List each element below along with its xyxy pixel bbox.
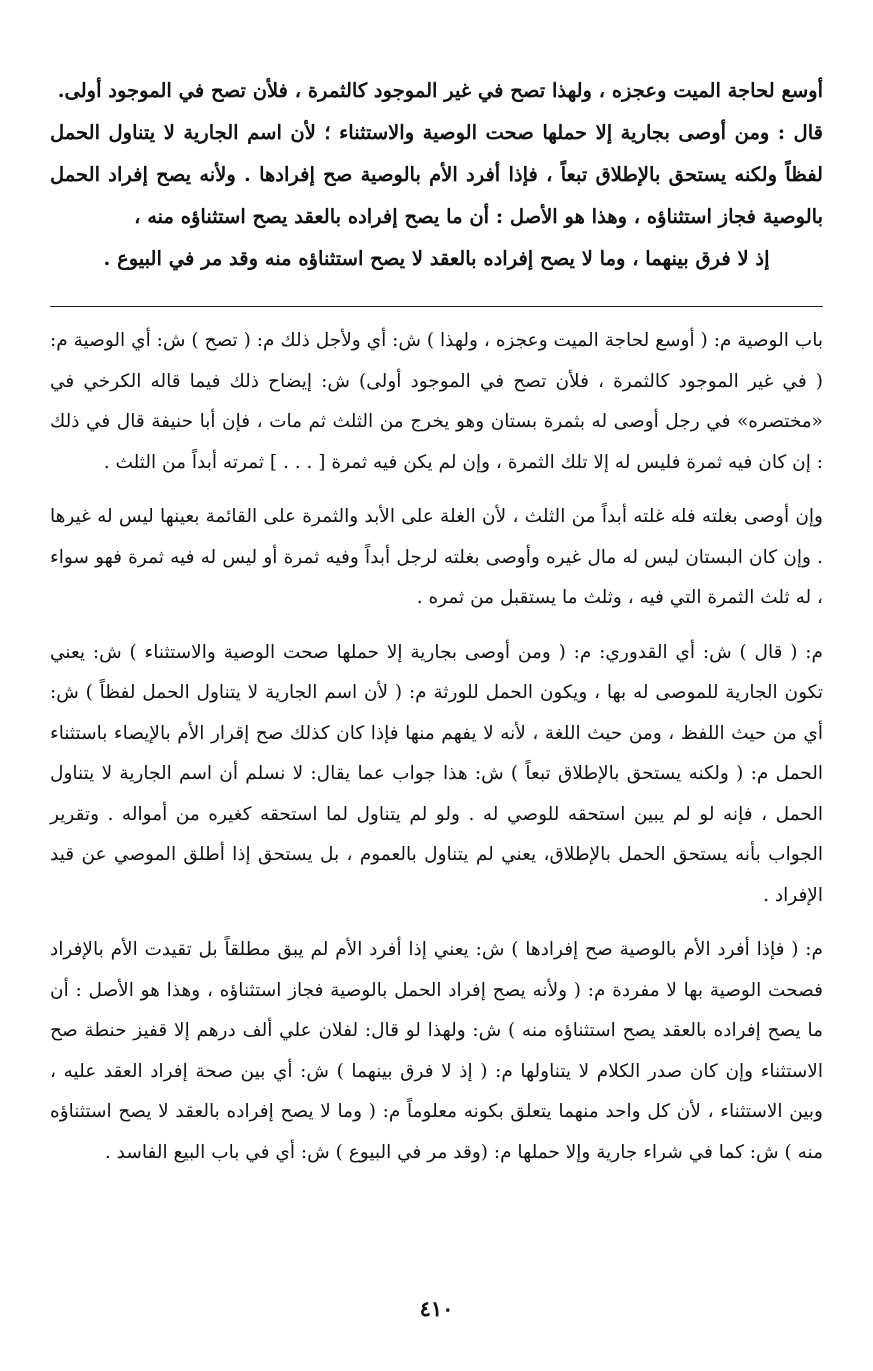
commentary	[50, 321, 823, 1173]
commentary-paragraph-4: م: ( فإذا أفرد الأم بالوصية صح إفرادها ) ش: يعني إذا أفرد الأم لم يبق مطلقاً بل تقيدت الأم بالإفراد فصحت الوصية بها لا مفردة م: ( ولأنه يصح إفراد الحمل بالوصية فجاز استثناؤه ، وهذا هو الأصل : أن ما يصح إفراده بالعقد يصح استثناؤه منه ) ش: ولهذا لو قال: لفلان علي ألف درهم إلا قفيز حنطة صح الاستثناء وإن كان صدر الكلام لا يتناولها م: ( إذ لا فرق بينهما ) ش: أي بين صحة إفراد العقد عليه ، وبين الاستثناء ، لأن كل واحد منهما يتعلق بكونه معلوماً م: ( وما لا يصح إفراده بالعقد لا يصح استثناؤه منه ) ش: كما في شراء جارية وإلا حملها م: (وقد مر في البيوع ) ش: أي في باب البيع الفاسد .	[50, 939, 823, 1163]
commentary-paragraph-3: م: ( قال ) ش: أي القدوري: م: ( ومن أوصى بجارية إلا حملها صحت الوصية والاستثناء ) ش: يعني تكون الجارية للموصى له بها ، ويكون الحمل للورثة م: ( لأن اسم الجارية لا يتناول الحمل لفظاً ) ش: أي من حيث اللفظ ، ومن حيث اللغة ، لأنه لا يفهم منها فإذا كان كذلك صح إقرار الأم بالإيصاء باستثناء الحمل م: ( ولكنه يستحق بالإطلاق تبعاً ) ش: هذا جواب عما يقال: لا نسلم أن اسم الجارية لا يتناول الحمل ، فإنه لو لم يبين استحقه للوصي له . ولو لم يتناول لما استحقه كغيره من أمواله . وتقرير الجواب بأنه يستحق الحمل بالإطلاق، يعني لم يتناول بالعموم ، بل يستحق إذا أطلق الموصي عن قيد الإفراد .	[50, 641, 823, 906]
main-text	[50, 70, 823, 280]
main-text-paragraph-1: أوسع لحاجة الميت وعجزه ، ولهذا تصح في غير الموجود كالثمرة ، فلأن تصح في الموجود أولى.	[57, 79, 823, 102]
commentary-paragraph-1: باب الوصية م: ( أوسع لحاجة الميت وعجزه ، ولهذا ) ش: أي ولأجل ذلك م: ( تصح ) ش: أي الوصية م: ( في غير الموجود كالثمرة ، فلأن تصح في الموجود أولى) ش: إيضاح ذلك فيما قاله الكرخي في «مختصره» في رجل أوصى له بثمرة بستان وهو يخرج من الثلث ثم مات ، فإن أبا حنيفة قال في ذلك : إن كان فيه ثمرة فليس له إلا تلك الثمرة ، وإن لم يكن فيه ثمرة [ . . . ] ثمرته أبداً من الثلث .	[50, 330, 823, 473]
page-number: ٤١٠	[419, 1296, 454, 1321]
commentary-paragraph-2: وإن أوصى بغلته فله غلته أبداً من الثلث ، لأن الغلة على الأبد والثمرة على القائمة بعينها ليس له غيرها . وإن كان البستان ليس له مال غيره وأوصى بغلته لرجل أبداً وفيه ثمرة أو ليس له فيه ثمرة فهو سواء ، له ثلث الثمرة التي فيه ، وثلث ما يستقبل من ثمره .	[50, 506, 823, 608]
main-text-paragraph-3: إذ لا فرق بينهما ، وما لا يصح إفراده بالعقد لا يصح استثناؤه منه وقد مر في البيوع .	[103, 247, 770, 270]
section-divider	[50, 306, 823, 307]
main-text-paragraph-2: قال : ومن أوصى بجارية إلا حملها صحت الوصية والاستثناء ؛ لأن اسم الجارية لا يتناول الحمل لفظاً ولكنه يستحق بالإطلاق تبعاً ، فإذا أفرد الأم بالوصية صح إفرادها . ولأنه يصح إفراد الحمل بالوصية فجاز استثناؤه ، وهذا هو الأصل : أن ما يصح إفراده بالعقد يصح استثناؤه منه ،	[50, 121, 823, 228]
